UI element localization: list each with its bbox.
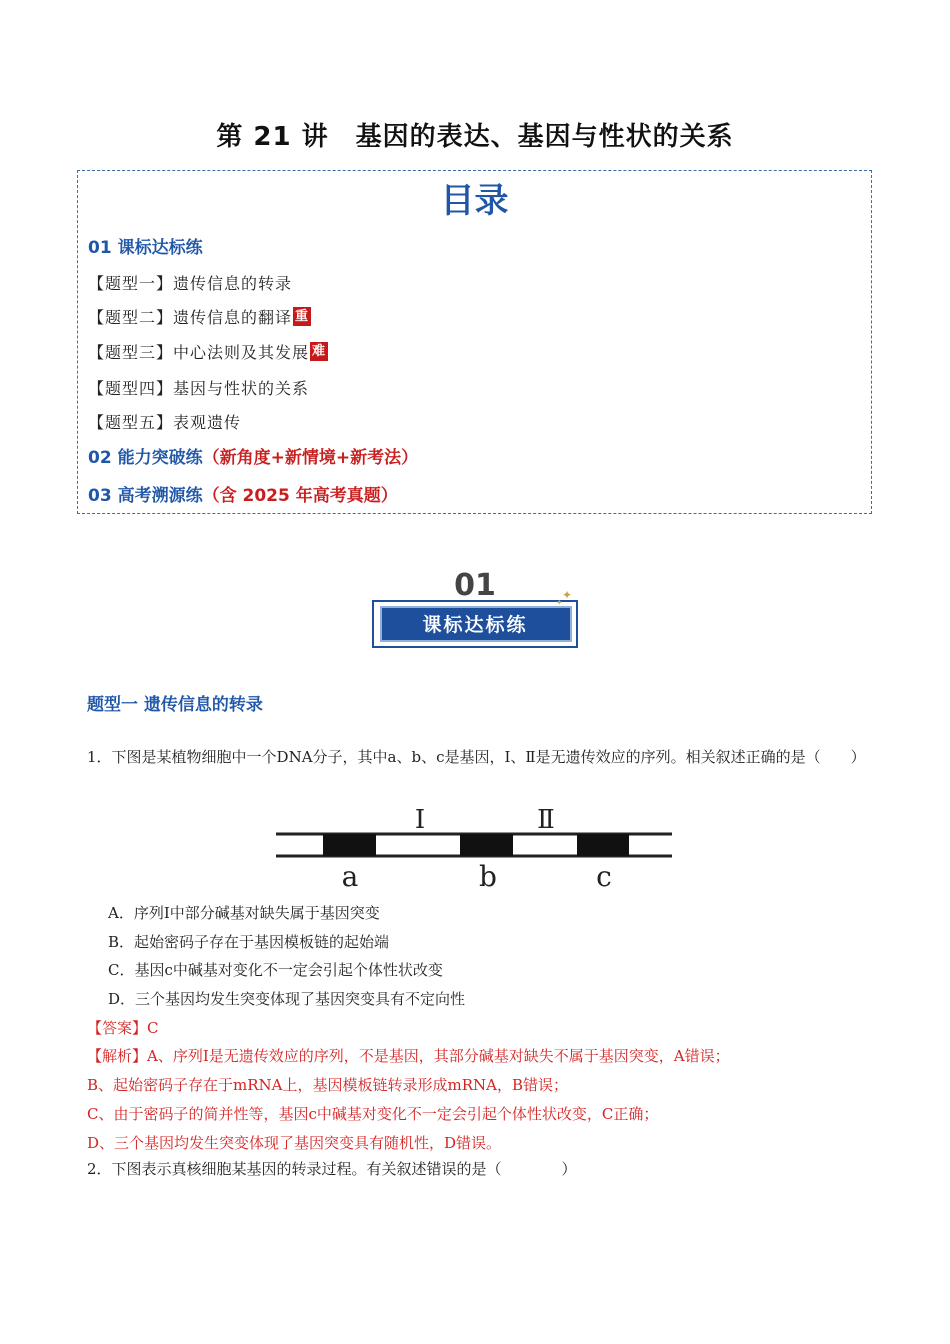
gene-b-segment — [460, 834, 513, 856]
toc-item-label: 【题型三】中心法则及其发展 — [88, 343, 310, 362]
option-c: C．基因c中碱基对变化不一定会引起个体性状改变 — [108, 961, 443, 979]
toc-item-4[interactable] — [88, 376, 309, 399]
difficult-tag: 难 — [312, 344, 327, 359]
badge-number: 01 — [454, 568, 496, 603]
toc-item-2[interactable] — [88, 305, 311, 328]
analysis-line-4: D、三个基因均发生突变体现了基因突变具有随机性，D错误。 — [87, 1134, 502, 1152]
table-of-contents — [77, 170, 872, 514]
toc-section-3[interactable] — [88, 481, 398, 506]
gene-a-segment — [323, 834, 376, 856]
toc-section-1[interactable]: 01 课标达标练 — [88, 238, 203, 258]
question-2-stem: 2．下图表示真核细胞某基因的转录过程。有关叙述错误的是（ ） — [87, 1160, 577, 1178]
toc-item-1[interactable] — [88, 271, 292, 294]
analysis-line-1: 【解析】A、序列Ⅰ是无遗传效应的序列，不是基因，其部分碱基对缺失不属于基因突变，A错误； — [87, 1047, 730, 1065]
gene-c-segment — [577, 834, 629, 856]
sequence-label-2: Ⅱ — [537, 805, 555, 835]
answer: 【答案】C — [87, 1019, 159, 1037]
dna-diagram — [270, 800, 680, 895]
section-title: 题型一 遗传信息的转录 — [87, 695, 263, 715]
analysis-line-2: B、起始密码子存在于mRNA上，基因模板链转录形成mRNA，B错误； — [87, 1076, 568, 1094]
toc-item-label: 【题型一】遗传信息的转录 — [88, 274, 293, 293]
sparkle-icon: ✦ — [562, 588, 573, 602]
gene-label-c: c — [596, 860, 612, 893]
toc-item-label: 【题型二】遗传信息的翻译 — [88, 308, 293, 327]
sparkle-icon: ✦ — [556, 598, 563, 607]
toc-item-label: 【题型四】基因与性状的关系 — [88, 379, 310, 398]
badge-label: 课标达标练 — [422, 614, 528, 636]
toc-section-2[interactable] — [88, 443, 418, 468]
toc-section-2-note: （新角度+新情境+新考法） — [202, 448, 419, 468]
gene-label-b: b — [479, 860, 497, 893]
analysis-line-3: C、由于密码子的简并性等，基因c中碱基对变化不一定会引起个体性状改变，C正确； — [87, 1105, 659, 1123]
page-title: 第 21 讲 基因的表达、基因与性状的关系 — [216, 122, 734, 152]
toc-item-3[interactable] — [88, 340, 328, 363]
section-badge — [372, 568, 578, 652]
toc-heading: 目录 — [440, 181, 509, 221]
toc-section-3-label: 03 高考溯源练 — [88, 486, 203, 506]
option-a: A．序列Ⅰ中部分碱基对缺失属于基因突变 — [108, 904, 380, 922]
toc-item-5[interactable] — [88, 410, 241, 433]
option-d: D．三个基因均发生突变体现了基因突变具有不定向性 — [108, 990, 466, 1008]
toc-item-label: 【题型五】表观遗传 — [88, 413, 242, 432]
gene-label-a: a — [341, 860, 359, 893]
sequence-label-1: Ⅰ — [414, 805, 426, 835]
toc-section-2-label: 02 能力突破练 — [88, 448, 203, 468]
important-tag: 重 — [295, 309, 310, 324]
toc-section-3-note: （含 2025 年高考真题） — [202, 486, 398, 506]
question-1-stem: 1．下图是某植物细胞中一个DNA分子，其中a、b、c是基因，Ⅰ、Ⅱ是无遗传效应的序列。相关叙述正确的是（ ） — [87, 748, 866, 766]
option-b: B．起始密码子存在于基因模板链的起始端 — [108, 933, 390, 951]
